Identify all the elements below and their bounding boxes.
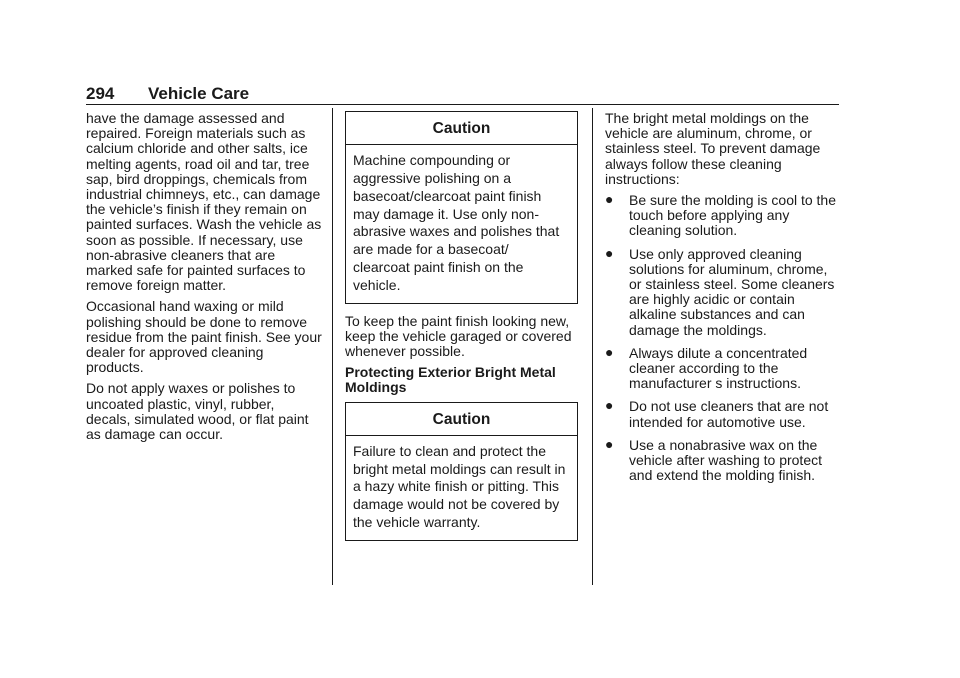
list-item-text: Use a nonabrasive wax on the vehicle after washing to protect and extend the molding finish. [629, 436, 822, 484]
bullet-icon: ● [605, 191, 614, 208]
list-item [605, 343, 841, 392]
list-item-text: Be sure the molding is cool to the touch before applying any cleaning solution. [629, 192, 837, 239]
bullet-list [605, 193, 841, 483]
caution-text: Failure to clean and protect the bright metal moldings can result in a hazy white finish or pitting. This damage would not be covered by the vehicle warranty. [353, 442, 566, 530]
list-item [605, 244, 841, 338]
list-item-text: Always dilute a concentrated cleaner according to the manufacturer s instructions. [629, 344, 808, 392]
bullet-icon: ● [605, 244, 614, 261]
caution-title: Caution [346, 403, 577, 436]
section-title: Vehicle Care [148, 84, 250, 103]
text-column-3 [605, 111, 841, 491]
caution-box [345, 111, 578, 304]
bullet-icon: ● [605, 435, 614, 452]
body-paragraph: The bright metal moldings on the vehicle are aluminum, chrome, or stainless steel. To prevent damage always follow these cleaning instructions: [605, 110, 821, 187]
bullet-icon: ● [605, 343, 614, 360]
body-paragraph: Do not apply waxes or polishes to uncoated plastic, vinyl, rubber, decals, simulated wood, or flat paint as damage can occur. [86, 380, 309, 443]
text-column-2 [345, 111, 581, 551]
subheading: Protecting Exterior Bright Metal Moldings [345, 364, 556, 396]
text-column-1 [86, 111, 322, 448]
column-divider-2 [592, 108, 593, 585]
list-item [605, 435, 841, 484]
caution-title: Caution [346, 112, 577, 145]
list-item [605, 193, 841, 239]
body-paragraph: have the damage assessed and repaired. Foreign materials such as calcium chloride and other salts, ice melting agents, road oil and tar, tree sap, bird droppings, chemicals from industrial chimneys, etc., can damage the vehicle’s finish if they remain on painted surfaces. Wash the vehicle as soon as possible. If necessary, use non-abrasive cleaners that are marked safe for painted surfaces to remove foreign matter. [86, 110, 322, 294]
column-divider-1 [332, 108, 333, 585]
body-paragraph: Occasional hand waxing or mild polishing should be done to remove residue from the paint finish. See your dealer for approved cleaning products. [86, 298, 322, 376]
page-header [86, 84, 839, 104]
body-paragraph: To keep the paint finish looking new, keep the vehicle garaged or covered whenever possible. [345, 312, 572, 359]
list-item-text: Use only approved cleaning solutions for aluminum, chrome, or stainless steel. Some cleaners are highly acidic or contain alkaline substances and can damage the moldings. [629, 245, 835, 338]
header-divider [86, 104, 839, 105]
caution-text: Machine compounding or aggressive polishing on a basecoat/clearcoat paint finish may damage it. Use only non-abrasive waxes and polishes that are made for a basecoat/ clearcoat paint finish on the vehicle. [353, 152, 560, 293]
list-item [605, 399, 841, 429]
list-item-text: Do not use cleaners that are not intended for automotive use. [629, 398, 829, 430]
bullet-icon: ● [605, 397, 614, 414]
caution-box [345, 402, 578, 541]
page-number: 294 [86, 84, 115, 103]
